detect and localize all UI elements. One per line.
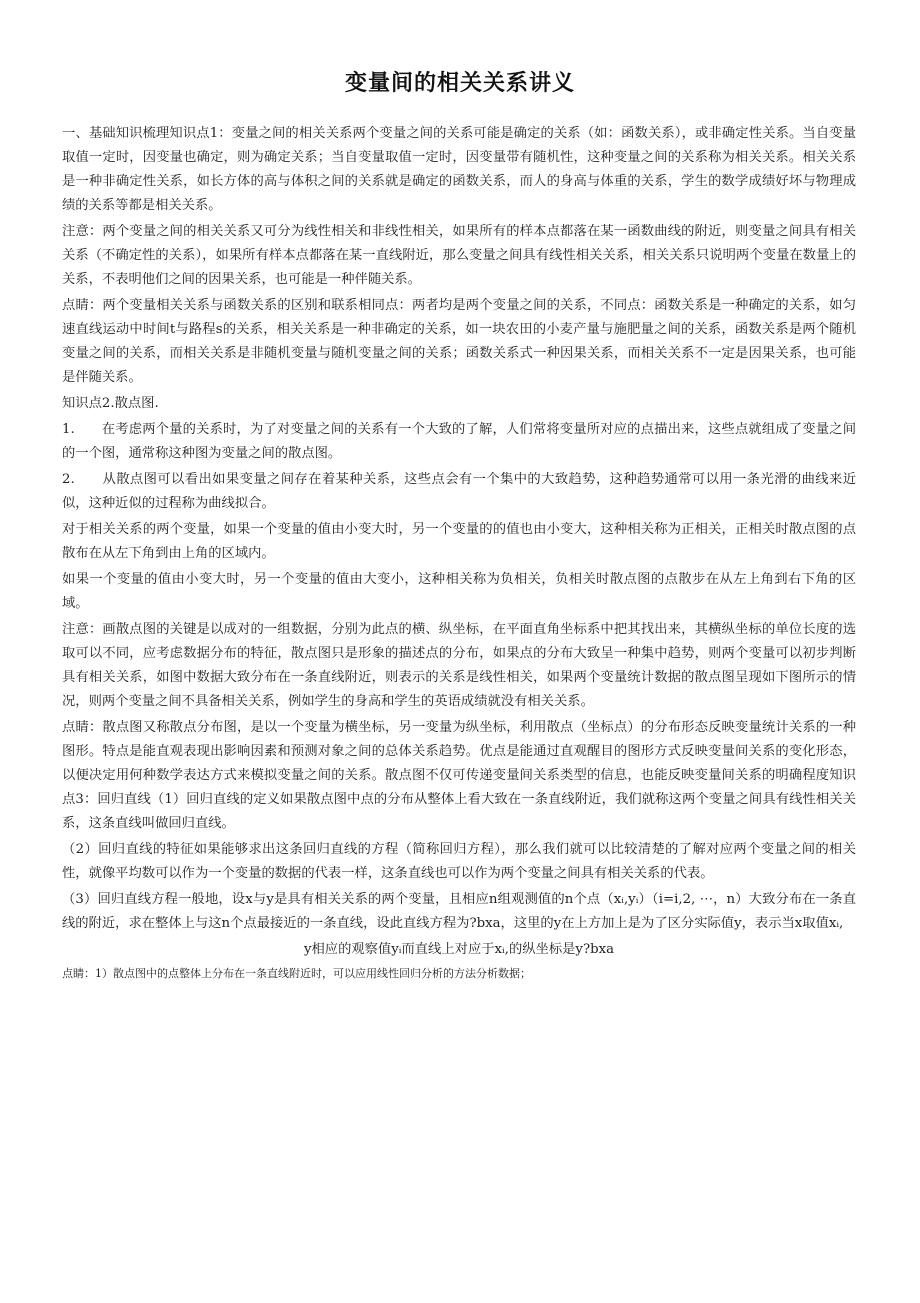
document-body: [62, 122, 856, 986]
paragraph-highlight-difference: 点睛：两个变量相关关系与函数关系的区别和联系相同点：两者均是两个变量之间的关系，不同点：函数关系是一种确定的关系，如匀速直线运动中时间t与路程s的关系，相关关系是一种非确定的关系，如一块农田的小麦产量与施肥量之间的关系，函数关系是两个随机变量之间的关系，而相关关系是非随机变量与随机变量之间的关系；函数关系式一种因果关系，而相关关系不一定是因果关系，也可能是伴随关系。: [62, 298, 856, 385]
paragraph-positive-correlation: 对于相关关系的两个变量，如果一个变量的值由小变大时，另一个变量的的值也由小变大，这种相关称为正相关，正相关时散点图的点散布在从左下角到由上角的区域内。: [62, 522, 856, 561]
paragraph-item-1: 1. 在考虑两个量的关系时，为了对变量之间的关系有一个大致的了解，人们常将变量所对应的点描出来，这些点就组成了变量之间的一个图，通常称这种图为变量之间的散点图。: [62, 422, 856, 461]
paragraph-highlight-regression: 点睛：1）散点图中的点整体上分布在一条直线附近时，可以应用线性回归分析的方法分析数据；: [62, 967, 531, 980]
paragraph-item-2: 2. 从散点图可以看出如果变量之间存在着某种关系，这些点会有一个集中的大致趋势，这种趋势通常可以用一条光滑的曲线来近似，这种近似的过程称为曲线拟合。: [62, 472, 856, 511]
paragraph-regression-feature: （2）回归直线的特征如果能够求出这条回归直线的方程（简称回归方程），那么我们就可以比较清楚的了解对应两个变量之间的相关性，就像平均数可以作为一个变量的数据的代表一样，这条直线也可以作为两个变量之间具有相关关系的代表。: [62, 842, 856, 881]
paragraph-negative-correlation: 如果一个变量的值由小变大时，另一个变量的值由大变小，这种相关称为负相关，负相关时散点图的点散步在从左上角到右下角的区域。: [62, 572, 856, 611]
paragraph-regression-equation: （3）回归直线方程一般地，设x与y是具有相关关系的两个变量，且相应n组观测值的n个点（xᵢ,yᵢ）（i=i,2, ⋯，n）大致分布在一条直线的附近，求在整体上与这n个点最接近的一条直线，设此直线方程为?bxa，这里的y在上方加上是为了区分实际值y，表示当x取值xᵢ,: [62, 892, 856, 931]
document-title: 变量间的相关关系讲义: [344, 71, 575, 96]
paragraph-regression-equation-continued: y相应的观察值yᵢ而直线上对应于xᵢ,的纵坐标是y?bxa: [303, 942, 615, 957]
paragraph-basics: 一、基础知识梳理知识点1：变量之间的相关关系两个变量之间的关系可能是确定的关系（如：函数关系），或非确定性关系。当自变量取值一定时，因变量也确定，则为确定关系；当自变量取值一定时，因变量带有随机性，这种变量之间的关系称为相关关系。相关关系是一种非确定性关系，如长方体的高与体积之间的关系就是确定的函数关系，而人的身高与体重的关系，学生的数学成绩好坏与物理成绩的关系等都是相关关系。: [62, 126, 856, 213]
paragraph-highlight-scatter: 点睛：散点图又称散点分布图，是以一个变量为横坐标，另一变量为纵坐标，利用散点（坐标点）的分布形态反映变量统计关系的一种图形。特点是能直观表现出影响因素和预测对象之间的总体关系趋势。优点是能通过直观醒目的图形方式反映变量间关系的变化形态，以便决定用何种数学表达方式来模拟变量之间的关系。散点图不仅可传递变量间关系类型的信息，也能反映变量间关系的明确程度知识点3：回归直线（1）回归直线的定义如果散点图中点的分布从整体上看大致在一条直线附近，我们就称这两个变量之间具有线性相关关系，这条直线叫做回归直线。: [62, 720, 856, 831]
paragraph-note-scatter: 注意：画散点图的关键是以成对的一组数据，分别为此点的横、纵坐标，在平面直角坐标系中把其找出来，其横纵坐标的单位长度的选取可以不同，应考虑数据分布的特征，散点图只是形象的描述点的分布，如果点的分布大致呈一种集中趋势，则两个变量可以初步判断具有相关关系，如图中数据大致分布在一条直线附近，则表示的关系是线性相关，如果两个变量统计数据的散点图呈现如下图所示的情况，则两个变量之间不具备相关关系，例如学生的身高和学生的英语成绩就没有相关关系。: [62, 622, 856, 709]
paragraph-point2-heading: 知识点2.散点图.: [62, 396, 159, 411]
paragraph-note-linear: 注意：两个变量之间的相关关系又可分为线性相关和非线性相关，如果所有的样本点都落在某一函数曲线的附近，则变量之间具有相关关系（不确定性的关系），如果所有样本点都落在某一直线附近，那么变量之间具有线性相关关系，相关关系只说明两个变量在数量上的关系，不表明他们之间的因果关系，也可能是一种伴随关系。: [62, 224, 856, 287]
